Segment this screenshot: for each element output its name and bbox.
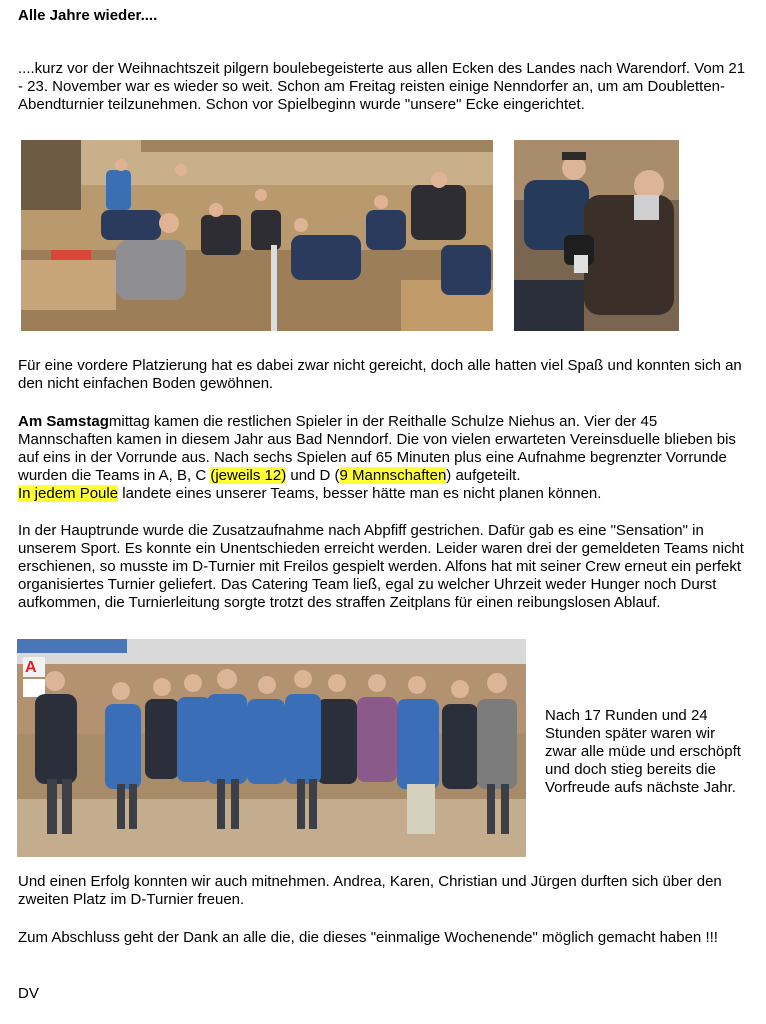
saturday-text-d: landete eines unserer Teams, besser hätte man es nicht planen können. (118, 485, 602, 502)
saturday-text-b: und D ( (286, 467, 340, 484)
team-group-photo (17, 639, 526, 857)
saturday-text-a: mittag kamen die restlichen Spieler in der Reithalle Schulze Niehus an. Vier der 45 Mannschaften kamen in diesem Jahr aus Bad Nenndorf. Die von vielen erwarteten Vereinsduelle blieben bis auf eins in der Vorrunde aus. Nach sechs Spielen auf 65 Minuten plus eine Aufnahme begrenzter Vorrunde wurden die Teams in A, B, C (18, 413, 736, 484)
highlight-9-mannschaften: 9 Mannschaften (339, 467, 447, 484)
two-men-seated-photo (514, 140, 679, 331)
signature: DV (18, 985, 39, 1002)
main-round-paragraph: In der Hauptrunde wurde die Zusatzaufnahme nach Abpfiff gestrichen. Dafür gab es eine "Sensation" in unserem Sport. Es konnte ein Unentschieden erreicht werden. Leider waren drei der gemeldeten Teams nicht erschienen, so musste im D-Turnier mit Freilos gespielt werden. Alfons hat mit seiner Crew erneut ein perfekt organisiertes Turnier geliefert. Das Catering Team ließ, egal zu welcher Uhrzeit weder Hunger noch Durst aufkommen, die Turnierleitung sorgte trotzt des straffen Zeitplans für einen reibungslosen Ablauf. (18, 522, 744, 611)
intro-paragraph: ....kurz vor der Weihnachtszeit pilgern boulebegeisterte aus allen Ecken des Landes nach Warendorf. Vom 21 - 23. November war es wieder so weit. Schon am Freitag reisten einige Nenndorfer an, um am Doubletten-Abendturnier teilzunehmen. Schon vor Spielbeginn wurde "unsere" Ecke eingerichtet. (18, 60, 746, 113)
thanks-paragraph: Zum Abschluss geht der Dank an alle die, die dieses "einmalige Wochenende" möglich gemacht haben !!! (18, 929, 718, 946)
friday-paragraph: Für eine vordere Platzierung hat es dabei zwar nicht gereicht, doch alle hatten viel Spaß und konnten sich an den nicht einfachen Boden gewöhnen. (18, 357, 742, 392)
success-paragraph: Und einen Erfolg konnten wir auch mitnehmen. Andrea, Karen, Christian und Jürgen durften sich über den zweiten Platz im D-Turnier freuen. (18, 873, 722, 908)
lounge-group-photo (21, 140, 493, 331)
side-caption: Nach 17 Runden und 24 Stunden später waren wir zwar alle müde und erschöpft und doch stieg bereits die Vorfreude aufs nächste Jahr. (545, 707, 741, 796)
saturday-text-c: ) aufgeteilt. (446, 467, 521, 484)
saturday-bold-lead: Am Samstag (18, 413, 109, 430)
highlight-in-jedem-poule: In jedem Poule (18, 485, 119, 502)
highlight-jeweils-12: (jeweils 12) (210, 467, 287, 484)
page-title: Alle Jahre wieder.... (18, 7, 158, 24)
hall-sign-letter: A (25, 659, 37, 676)
saturday-paragraph (18, 413, 753, 503)
